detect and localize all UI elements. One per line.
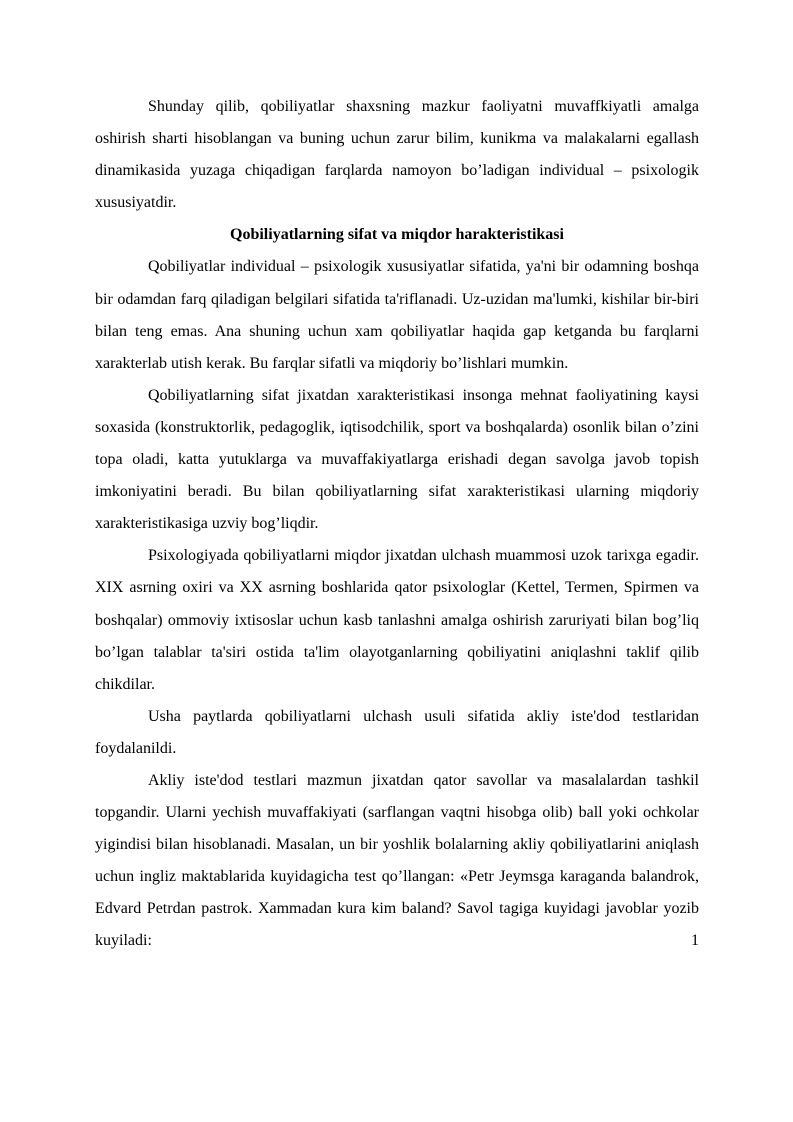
paragraph-quality: Qobiliyatlarning sifat jixatdan xarakteristikasi insonga mehnat faoliyatining kaysi soxasida (konstruktorlik, pedagoglik, iqtisodchilik, sport va boshqalarda) osonlik bilan o’zini topa oladi, katta yutuklarga va muvaffakiyatlarga erishadi degan savolga javob topish imkoniyatini beradi. Bu bilan qobiliyatlarning sifat xarakteristikasi ularning miqdoriy xarakteristikasiga uzviy bog’liqdir. xyxy=(95,386,699,533)
paragraph-test-example: Akliy iste'dod testlari mazmun jixatdan qator savollar va masalalardan tashkil topgandir. Ularni yechish muvaffakiyati (sarflangan vaqtni hisobga olib) ball yoki ochkolar yigindisi bilan hisoblanadi. Masalan, un bir yoshlik bolalarning akliy qobiliyatlarini aniqlash uchun ingliz maktablarida kuyidagicha test qo’llangan: «Petr Jeymsga karaganda balandrok, Edvard Petrdan pastrok. Xammadan kura kim baland? Savol tagiga kuyidagi javoblar yozib kuyiladi: 1 xyxy=(95,771,699,950)
paragraph-conclusion: Shunday qilib, qobiliyatlar shaxsning mazkur faoliyatni muvaffkiyatli amalga oshirish sharti hisoblangan va buning uchun zarur bilim, kunikma va malakalarni egallash dinamikasida yuzaga chiqadigan farqlarda namoyon bo’ladigan individual – psixologik xususiyatdir. xyxy=(95,98,699,212)
paragraph-tests: Usha paytlarda qobiliyatlarni ulchash usuli sifatida akliy iste'dod testlaridan foydalanildi. xyxy=(95,707,699,757)
paragraph-history: Psixologiyada qobiliyatlarni miqdor jixatdan ulchash muammosi uzok tarixga egadir. XIX asrning oxiri va XX asrning boshlarida qator psixologlar (Kettel, Termen, Spirmen va boshqalar) ommoviy ixtisoslar uchun kasb tanlashni amalga oshirish zaruriyati bilan bog’liq bo’lgan talablar ta'siri ostida ta'lim olayotganlarning qobiliyatini aniqlashni taklif qilib chikdilar. xyxy=(95,547,699,693)
section-heading: Qobiliyatlarning sifat va miqdor harakteristikasi xyxy=(230,226,564,244)
paragraph-definition: Qobiliyatlar individual – psixologik xususiyatlar sifatida, ya'ni bir odamning boshqa bir odamdan farq qiladigan belgilari sifatida ta'riflanadi. Uz-uzidan ma'lumki, kishilar bir-biri bilan teng emas. Ana shuning uchun xam qobiliyatlar haqida gap ketganda bu farqlarni xarakterlab utish kerak. Bu farqlar sifatli va miqdoriy bo’lishlari mumkin. xyxy=(95,258,699,372)
document-page xyxy=(95,91,699,958)
